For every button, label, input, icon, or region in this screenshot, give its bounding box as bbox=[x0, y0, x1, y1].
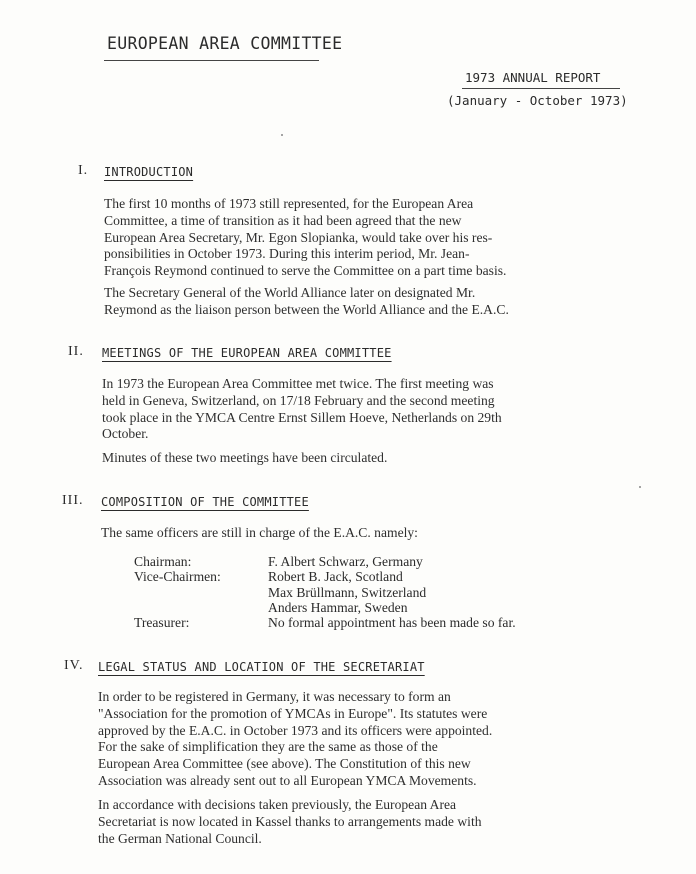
text-line: The Secretary General of the World Alliance later on designated Mr. bbox=[104, 285, 476, 300]
report-title: 1973 ANNUAL REPORT bbox=[465, 70, 601, 85]
officer-name: Robert B. Jack, Scotland bbox=[268, 569, 403, 584]
text-line: Secretariat is now located in Kassel thanks to arrangements made with bbox=[98, 813, 482, 829]
officer-names bbox=[268, 615, 516, 631]
officer-names bbox=[268, 569, 426, 616]
text-line: Association was already sent out to all European YMCA Movements. bbox=[98, 772, 477, 788]
text-line: Minutes of these two meetings have been circulated. bbox=[102, 450, 388, 465]
text-line: François Reymond continued to serve the Committee on a part time basis. bbox=[104, 263, 507, 279]
text-line: In order to be registered in Germany, it was necessary to form an bbox=[98, 689, 451, 704]
text-line: took place in the YMCA Centre Ernst Sillem Hoeve, Netherlands on 29th bbox=[102, 409, 502, 425]
text-line: October. bbox=[102, 426, 149, 442]
text-line: The first 10 months of 1973 still represented, for the European Area bbox=[104, 196, 474, 211]
text-line: approved by the E.A.C. in October 1973 and its officers were appointed. bbox=[98, 722, 493, 738]
officer-names bbox=[268, 554, 423, 570]
paragraph bbox=[104, 285, 509, 319]
section-title: LEGAL STATUS AND LOCATION OF THE SECRETARIAT bbox=[98, 660, 425, 674]
section-numeral: IV. bbox=[64, 658, 84, 673]
officer-name: Max Brüllmann, Switzerland bbox=[268, 584, 427, 600]
section-numeral: I. bbox=[78, 163, 89, 178]
officer-role: Vice-Chairmen: bbox=[134, 569, 221, 584]
text-line: held in Geneva, Switzerland, on 17/18 February and the second meeting bbox=[102, 392, 495, 408]
report-period: (January - October 1973) bbox=[447, 93, 628, 108]
report-title-rule bbox=[462, 88, 620, 89]
paragraph bbox=[101, 525, 418, 542]
section-numeral: II. bbox=[68, 344, 84, 359]
text-line: the German National Council. bbox=[98, 830, 262, 846]
text-line: For the sake of simplification they are the same as those of the bbox=[98, 739, 438, 755]
paragraph bbox=[102, 376, 502, 443]
paragraph bbox=[98, 689, 492, 790]
paragraph bbox=[102, 450, 387, 467]
officer-name: F. Albert Schwarz, Germany bbox=[268, 554, 423, 569]
officer-role: Chairman: bbox=[134, 554, 192, 569]
text-line: Committee, a time of transition as it had been agreed that the new bbox=[104, 212, 462, 228]
text-line: In accordance with decisions taken previously, the European Area bbox=[98, 797, 457, 812]
scan-speck bbox=[281, 134, 283, 136]
text-line: Reymond as the liaison person between the World Alliance and the E.A.C. bbox=[104, 301, 509, 317]
scan-speck bbox=[639, 486, 641, 488]
officer-name: No formal appointment has been made so far. bbox=[268, 615, 516, 630]
section-title: INTRODUCTION bbox=[104, 165, 194, 179]
paragraph bbox=[104, 196, 506, 280]
section-title: COMPOSITION OF THE COMMITTEE bbox=[101, 495, 309, 509]
text-line: European Area Committee (see above). The Constitution of this new bbox=[98, 756, 471, 772]
text-line: The same officers are still in charge of the E.A.C. namely: bbox=[101, 525, 418, 540]
committee-title-rule bbox=[104, 60, 319, 61]
text-line: In 1973 the European Area Committee met twice. The first meeting was bbox=[102, 376, 494, 391]
paragraph bbox=[98, 797, 482, 847]
section-title: MEETINGS OF THE EUROPEAN AREA COMMITTEE bbox=[102, 346, 392, 360]
text-line: "Association for the promotion of YMCAs in Europe". Its statutes were bbox=[98, 705, 488, 721]
committee-title: EUROPEAN AREA COMMITTEE bbox=[107, 34, 343, 53]
text-line: ponsibilities in October 1973. During this interim period, Mr. Jean- bbox=[104, 246, 470, 262]
officer-role: Treasurer: bbox=[134, 615, 190, 630]
section-numeral: III. bbox=[62, 493, 84, 508]
officer-name: Anders Hammar, Sweden bbox=[268, 600, 408, 615]
text-line: European Area Secretary, Mr. Egon Slopianka, would take over his res- bbox=[104, 229, 493, 245]
